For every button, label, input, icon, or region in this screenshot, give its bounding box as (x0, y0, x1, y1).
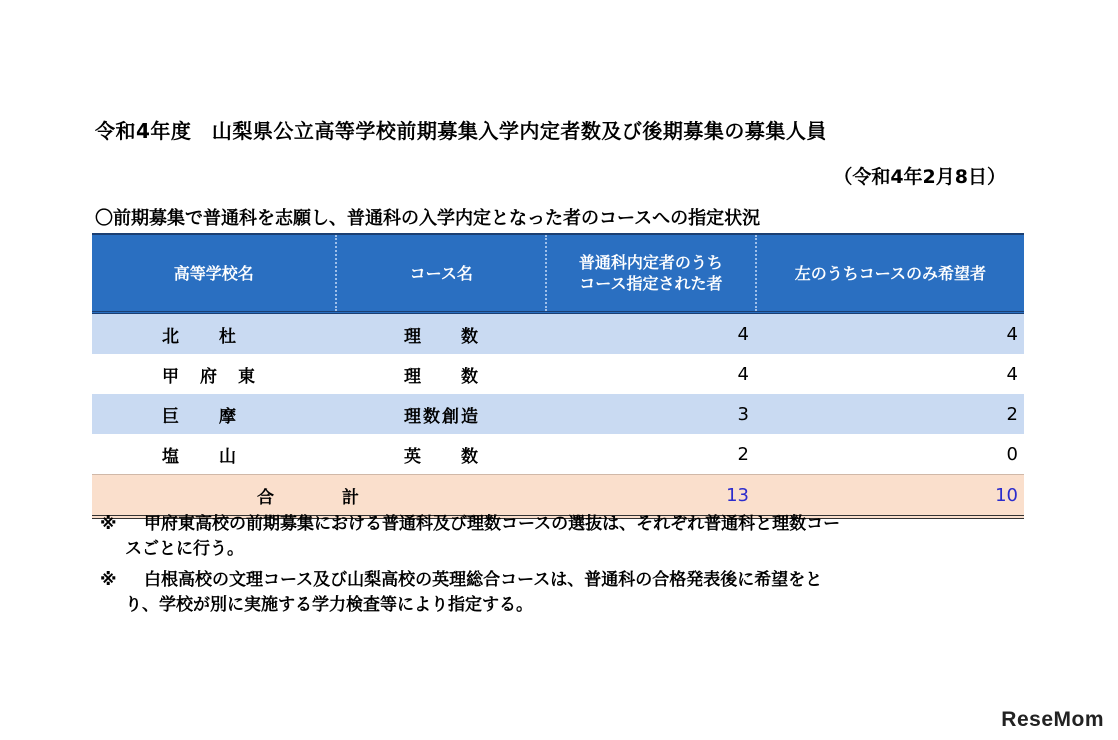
header-course-only: 左のうちコースのみ希望者 (755, 235, 1024, 311)
course-only-count: 0 (1006, 443, 1018, 465)
course-only-count: 4 (1006, 323, 1018, 345)
school-name: 甲 府 東 (162, 366, 257, 387)
course-name: 英 数 (404, 446, 480, 467)
table-row (92, 354, 1024, 394)
total-course-only: 10 (995, 484, 1018, 506)
table-header (92, 233, 1024, 314)
course-only-count: 4 (1006, 363, 1018, 385)
course-name: 理 数 (404, 326, 480, 347)
note-mark: ※ (100, 514, 117, 534)
table-row (92, 314, 1024, 354)
date-label: （令和4年2月8日） (833, 166, 1006, 188)
footnote-2 (100, 568, 1040, 618)
resemom-logo: ReseMom (1001, 708, 1104, 731)
section-subtitle: 〇前期募集で普通科を志願し、普通科の入学内定となった者のコースへの指定状況 (95, 208, 761, 229)
header-school: 高等学校名 (173, 263, 254, 283)
note-text: 甲府東高校の前期募集における普通科及び理数コースの選抜は、それぞれ普通科と理数コー (144, 514, 841, 534)
course-name: 理 数 (404, 366, 480, 387)
school-name: 塩 山 (162, 446, 238, 467)
course-name: 理数創造 (404, 406, 480, 427)
course-only-count: 2 (1006, 403, 1018, 425)
footnote-1 (100, 512, 1040, 562)
table-row (92, 434, 1024, 474)
total-label: 合 計 (257, 487, 359, 508)
header-designated (545, 235, 755, 311)
header-course: コース名 (335, 235, 545, 311)
designated-count: 3 (737, 403, 749, 425)
header-designated-line1: 普通科内定者のうち (578, 253, 723, 272)
course-designation-table (92, 233, 1024, 519)
note-text-continued: スごとに行う。 (125, 539, 244, 559)
school-name: 北 杜 (162, 326, 238, 347)
note-text: 白根高校の文理コース及び山梨高校の英理総合コースは、普通科の合格発表後に希望をと (144, 570, 823, 590)
total-designated: 13 (726, 484, 749, 506)
designated-count: 4 (737, 323, 749, 345)
header-designated-line2: コース指定された者 (579, 274, 723, 293)
designated-count: 2 (737, 443, 749, 465)
note-mark: ※ (100, 570, 117, 590)
school-name: 巨 摩 (162, 406, 238, 427)
designated-count: 4 (737, 363, 749, 385)
page-title: 令和4年度 山梨県公立高等学校前期募集入学内定者数及び後期募集の募集人員 (95, 119, 827, 143)
note-text-continued: り、学校が別に実施する学力検査等により指定する。 (125, 595, 533, 615)
table-row (92, 394, 1024, 434)
